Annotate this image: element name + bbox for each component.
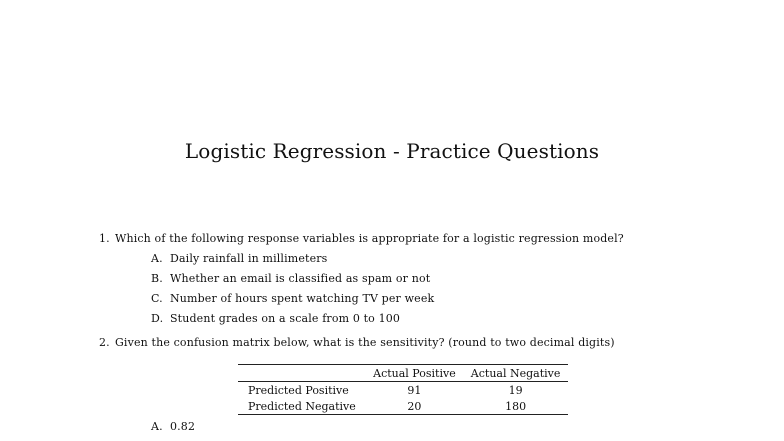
option-text: Whether an email is classified as spam or not: [170, 272, 431, 285]
option-letter: C.: [151, 292, 163, 305]
table-cell: 91: [407, 383, 422, 397]
question-2-option-a: [151, 420, 195, 433]
question-1-option-b: [151, 272, 430, 285]
option-letter: A.: [151, 252, 163, 265]
option-letter: D.: [151, 312, 164, 325]
question-2: [99, 336, 615, 349]
option-text: Number of hours spent watching TV per week: [170, 292, 435, 305]
confusion-matrix-table: [238, 364, 568, 415]
option-text: 0.82: [170, 420, 196, 433]
option-letter: A.: [151, 420, 163, 433]
table-header-cell: [238, 365, 366, 382]
question-number: 1.: [99, 232, 110, 245]
question-1: [99, 232, 624, 245]
question-1-option-a: [151, 252, 327, 265]
table-cell: 19: [508, 383, 523, 397]
question-text: Which of the following response variables is appropriate for a logistic regression model?: [115, 232, 624, 245]
table-header-cell: Actual Negative: [463, 365, 568, 382]
table-cell: 20: [366, 398, 464, 415]
question-1-option-d: [151, 312, 400, 325]
question-1-option-c: [151, 292, 434, 305]
table-row-label: Predicted Positive: [248, 383, 349, 397]
table-header-row: [238, 365, 568, 382]
table-cell: 180: [463, 398, 568, 415]
table-row: [238, 382, 568, 399]
option-letter: B.: [151, 272, 163, 285]
document-title: Logistic Regression - Practice Questions: [184, 139, 600, 163]
table-row-label: Predicted Negative: [238, 398, 366, 415]
option-text: Daily rainfall in millimeters: [170, 252, 328, 265]
table-row: [238, 398, 568, 415]
option-text: Student grades on a scale from 0 to 100: [170, 312, 401, 325]
question-number: 2.: [99, 336, 110, 349]
question-text: Given the confusion matrix below, what is the sensitivity? (round to two decimal digits): [115, 336, 615, 349]
table-header-cell: Actual Positive: [366, 365, 464, 382]
